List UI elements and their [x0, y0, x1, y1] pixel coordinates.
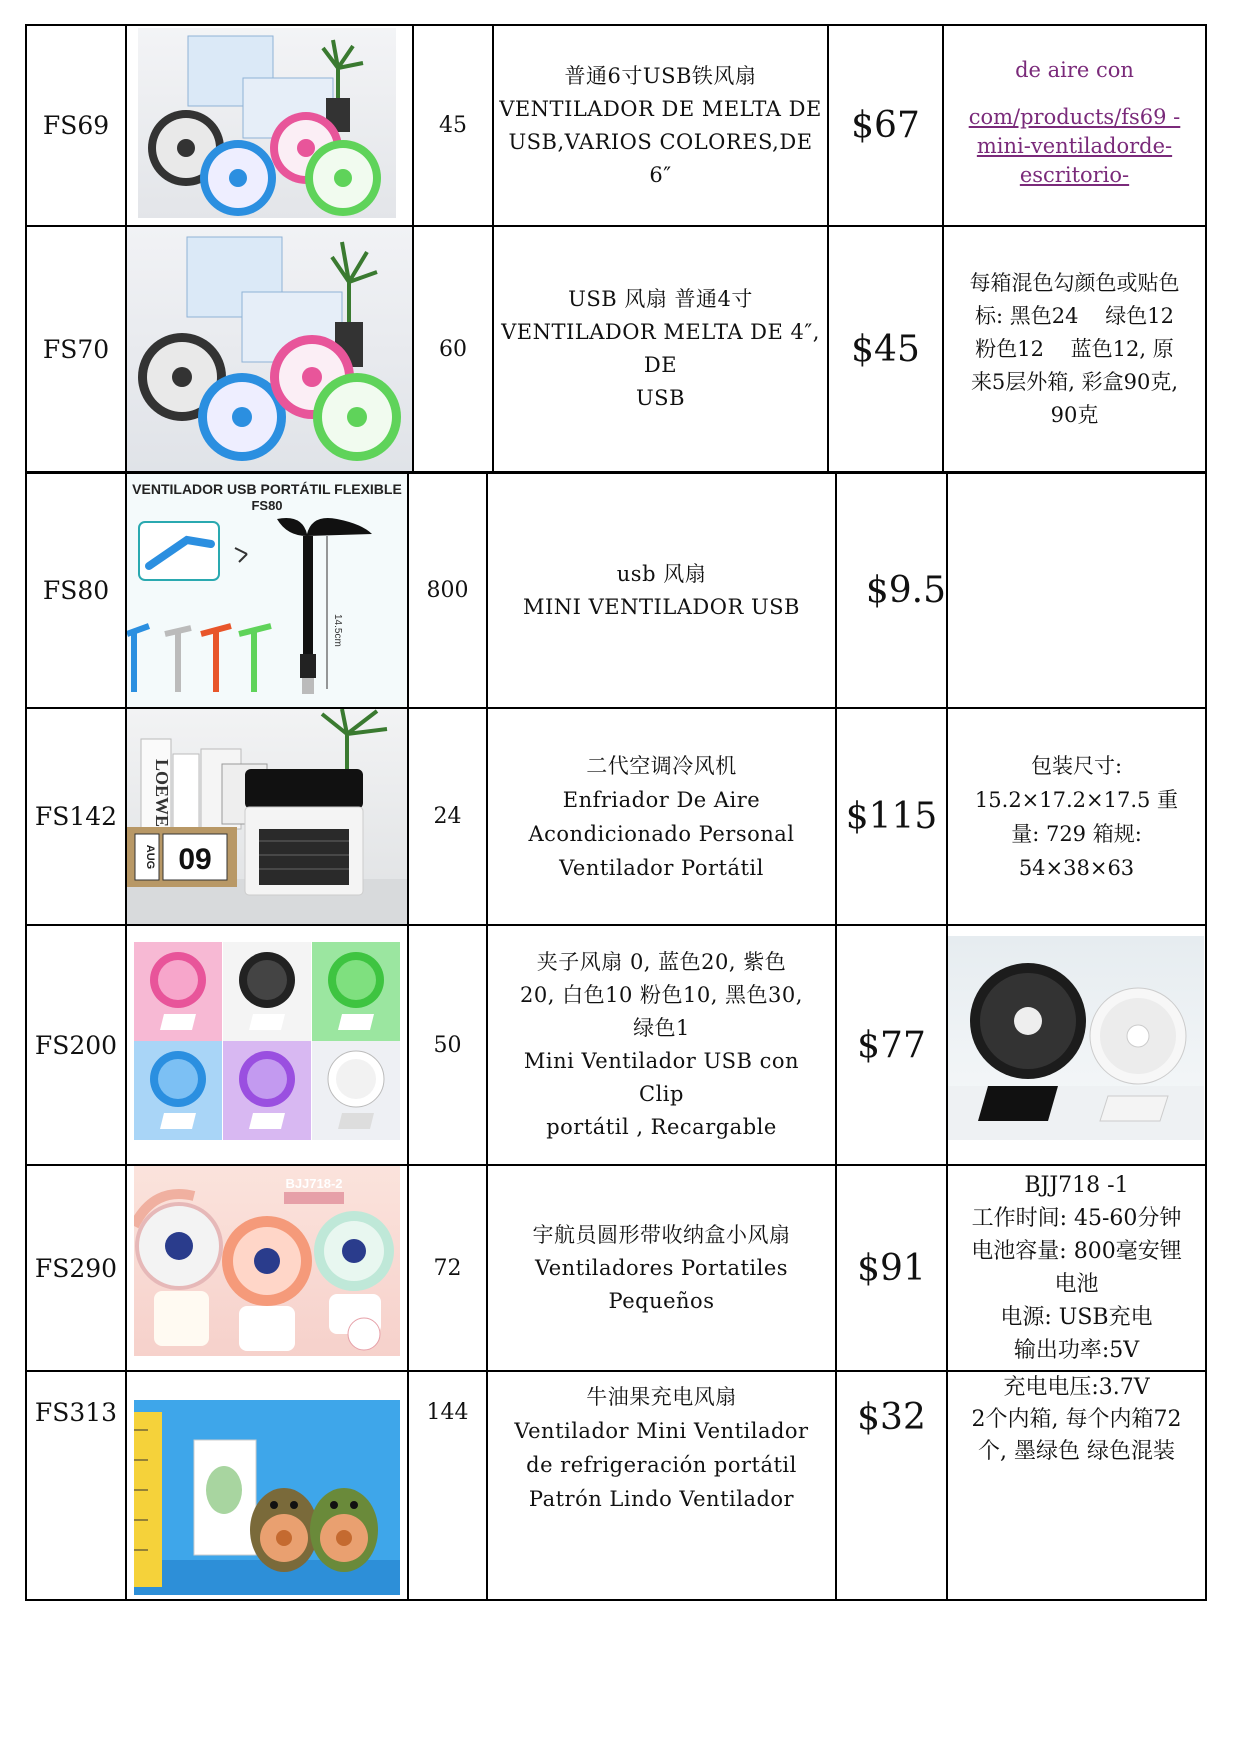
- note-line: 来5层外箱, 彩盒90克,: [970, 369, 1179, 394]
- product-photo: [138, 28, 396, 218]
- product-code: FS200: [34, 1030, 118, 1060]
- note-line: 量: 729 箱规:: [1011, 821, 1142, 846]
- clip-fan-grid-photo: [134, 942, 400, 1140]
- description-line: 20, 白色10 粉色10, 黑色30,: [520, 983, 803, 1007]
- price: $67: [851, 105, 920, 146]
- description-line: 夹子风扇 0, 蓝色20, 紫色: [536, 950, 787, 974]
- note: [948, 1372, 1205, 1472]
- image-caption: LOEWE: [152, 759, 172, 828]
- product-code: FS80: [42, 576, 110, 605]
- price: $45: [851, 328, 920, 370]
- quantity: 800: [426, 578, 469, 603]
- note-line: de aire con: [1015, 58, 1134, 82]
- product-photo: [127, 227, 412, 471]
- image-caption: FS80: [251, 498, 283, 513]
- note-line: 电源: USB充电: [1000, 1305, 1153, 1330]
- image-caption: BJJ718-2: [285, 1176, 343, 1191]
- description-line: 牛油果充电风扇: [586, 1385, 737, 1409]
- product-link[interactable]: com/products/fs69 -: [968, 105, 1181, 129]
- flexible-usb-fan-photo: [127, 474, 407, 707]
- note-line: 90克: [1050, 402, 1099, 427]
- description-line: Mini Ventilador USB con: [523, 1049, 800, 1073]
- quantity: 144: [426, 1399, 469, 1425]
- note-line: 个, 墨绿色 绿色混装: [978, 1439, 1175, 1464]
- quantity: 72: [433, 1255, 462, 1281]
- description: [488, 926, 835, 1164]
- note: [944, 26, 1205, 225]
- description-line: USB,VARIOS COLORES,DE 6″: [508, 129, 813, 187]
- description-line: Ventilador Mini Ventilador: [514, 1419, 809, 1443]
- image-caption: VENTILADOR USB PORTÁTIL FLEXIBLE: [132, 481, 402, 497]
- description-line: 宇航员圆形带收纳盒小风扇: [532, 1222, 791, 1247]
- description-line: USB: [635, 386, 686, 410]
- description-line: 二代空调冷风机: [586, 753, 737, 778]
- description-line: Acondicionado Personal: [528, 821, 795, 846]
- row-border: [25, 1599, 1207, 1601]
- product-photo: [134, 942, 400, 1140]
- price: $9.5: [865, 570, 946, 611]
- note-line: 标: 黑色24 绿色12: [975, 303, 1174, 328]
- note: [944, 227, 1205, 471]
- product-photo: [948, 936, 1204, 1140]
- note-line: 工作时间: 45-60分钟: [971, 1206, 1182, 1231]
- product-photo: [134, 1166, 400, 1356]
- note-line: BJJ718 -1: [1024, 1173, 1129, 1198]
- quantity: 60: [439, 336, 467, 362]
- note-line: 粉色12 蓝色12, 原: [975, 336, 1174, 361]
- col-border: [1205, 24, 1207, 1601]
- price: $91: [857, 1247, 926, 1289]
- product-photo: [134, 1400, 400, 1595]
- quantity: 50: [433, 1032, 462, 1058]
- product-photo: [127, 474, 407, 707]
- product-code: FS313: [34, 1397, 118, 1427]
- note: [948, 1166, 1205, 1370]
- description-line: VENTILADOR DE MELTA DE: [499, 96, 822, 121]
- description-line: de refrigeración portátil: [526, 1453, 797, 1477]
- quantity: 24: [433, 804, 462, 829]
- quantity: 45: [439, 113, 467, 138]
- description: [488, 1380, 835, 1560]
- description-line: Ventilador Portátil: [559, 855, 764, 880]
- description: [488, 474, 835, 707]
- description-line: VENTILADOR MELTA DE 4″, DE: [501, 320, 820, 377]
- product-code: FS70: [42, 334, 110, 364]
- usb-fan-photo: [127, 227, 412, 471]
- description-line: Pequeños: [608, 1288, 715, 1313]
- price: $32: [857, 1396, 926, 1438]
- note-line: 包装尺寸:: [1030, 753, 1123, 778]
- image-caption: AUG: [144, 844, 156, 870]
- price: $115: [845, 796, 938, 837]
- description-line: MINI VENTILADOR USB: [523, 594, 800, 619]
- note-line: 每箱混色勾颜色或贴色: [969, 270, 1180, 295]
- note-line: 输出功率:5V: [1013, 1338, 1140, 1363]
- product-code: FS290: [34, 1253, 118, 1283]
- description: [494, 26, 827, 225]
- avocado-fan-photo: [134, 1400, 400, 1595]
- note-line: 15.2×17.2×17.5 重: [974, 787, 1179, 812]
- description-line: Patrón Lindo Ventilador: [528, 1487, 795, 1511]
- description-line: Ventiladores Portatiles: [534, 1255, 789, 1280]
- product-link[interactable]: escritorio-: [1019, 163, 1130, 187]
- note-line: 电池: [1054, 1272, 1099, 1297]
- usb-fan-photo: [138, 28, 396, 218]
- image-caption: 09: [178, 843, 212, 876]
- description-line: portátil , Recargable: [546, 1115, 777, 1139]
- note-line: 2个内箱, 每个内箱72: [971, 1407, 1182, 1432]
- description-line: USB 风扇 普通4寸: [568, 287, 753, 311]
- note-line: 电池容量: 800毫安锂: [971, 1239, 1182, 1264]
- note: [948, 474, 1205, 707]
- note-line: 54×38×63: [1018, 855, 1135, 880]
- product-code: FS69: [42, 111, 110, 140]
- note: [948, 709, 1205, 924]
- astronaut-fan-photo: [134, 1166, 400, 1356]
- description: [494, 227, 827, 471]
- description-line: 普通6寸USB铁风扇: [564, 63, 757, 88]
- product-link[interactable]: mini-ventiladorde-: [976, 134, 1173, 158]
- description-line: usb 风扇: [616, 561, 707, 586]
- description: [488, 1166, 835, 1370]
- image-caption: 14.5cm: [332, 614, 343, 647]
- description: [488, 709, 835, 924]
- product-code: FS142: [34, 802, 118, 831]
- description-line: 绿色1: [633, 1016, 690, 1040]
- note-line: 充电电压:3.7V: [1003, 1375, 1150, 1400]
- clip-fan-photo: [948, 936, 1204, 1140]
- product-photo: [127, 709, 407, 924]
- description-line: Enfriador De Aire: [562, 787, 761, 812]
- air-cooler-photo: [127, 709, 407, 924]
- description-line: Clip: [639, 1082, 684, 1106]
- price: $77: [857, 1024, 926, 1066]
